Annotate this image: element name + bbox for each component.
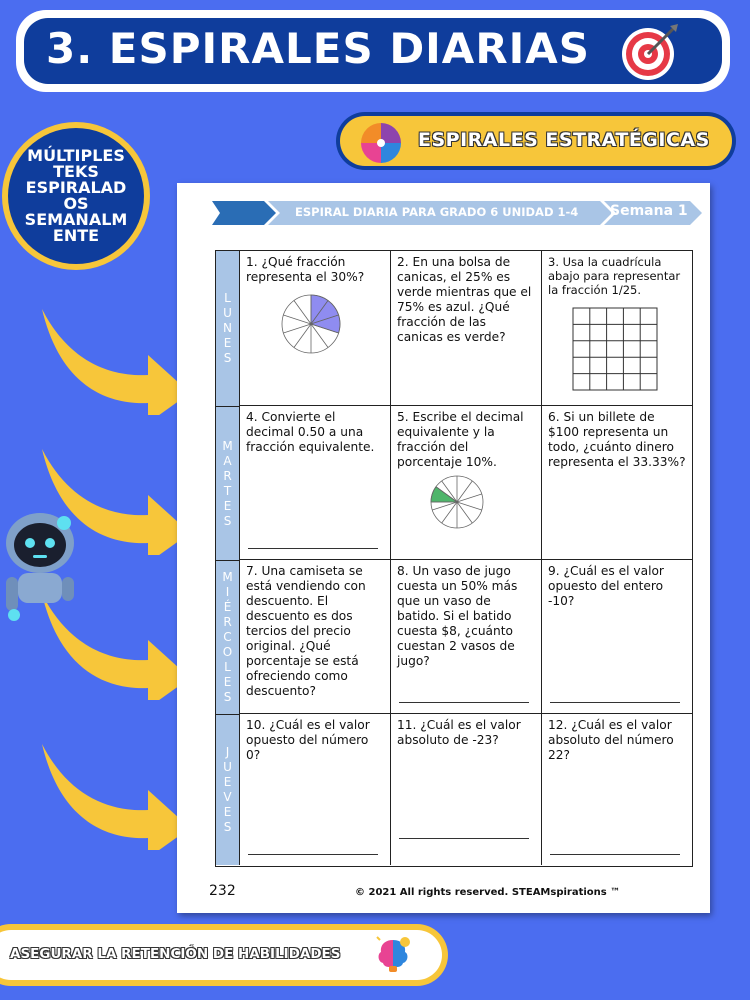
day-letter: S xyxy=(223,351,232,365)
day-letter: J xyxy=(225,745,230,759)
question-text: 7. Una camiseta se está vendiendo con descuento. El descuento es dos tercios del precio original. ¿Qué porcentaje se está ofreciendo como descuento? xyxy=(246,564,366,698)
day-letter: R xyxy=(223,468,232,483)
question-text: 4. Convierte el decimal 0.50 a una fracción equivalente. xyxy=(246,410,375,454)
footer-pill-inner xyxy=(0,930,442,980)
day-letter: A xyxy=(223,453,232,468)
worksheet-page xyxy=(177,183,710,913)
day-letter: O xyxy=(222,645,233,659)
strategy-icon xyxy=(360,122,402,164)
badge-line: MÚLTIPLES xyxy=(27,146,125,165)
question-text: 10. ¿Cuál es el valor opuesto del número 0? xyxy=(246,718,370,762)
day-letter: É xyxy=(223,600,232,614)
badge-line: OS xyxy=(63,194,89,213)
strategy-label: ESPIRALES ESTRATÉGICAS xyxy=(418,129,710,151)
question-text: 12. ¿Cuál es el valor absoluto del número 22? xyxy=(548,718,674,762)
question-text: 11. ¿Cuál es el valor absoluto de -23? xyxy=(397,718,521,747)
brain-icon xyxy=(372,934,414,976)
question-cell-9 xyxy=(542,560,692,714)
question-text: 2. En una bolsa de canicas, el 25% es verde mientras que el 75% es azul. ¿Qué fracción de las canicas es verde? xyxy=(397,255,532,344)
arrow-icon xyxy=(38,305,198,415)
day-letter: U xyxy=(223,760,232,774)
day-letter: E xyxy=(223,336,232,350)
question-cell-4 xyxy=(240,406,391,560)
grid-5x5-icon xyxy=(572,307,658,391)
day-column-jueves xyxy=(216,714,240,865)
day-letter: L xyxy=(224,291,231,305)
day-letter: E xyxy=(223,498,232,513)
question-cell-3 xyxy=(542,251,692,406)
question-text: 5. Escribe el decimal equivalente y la fracción del porcentaje 10%. xyxy=(397,410,524,469)
footer-label: ASEGURAR LA RETENCIÓN DE HABILIDADES xyxy=(10,946,341,962)
title-banner xyxy=(16,10,730,92)
strategy-pill-inner xyxy=(340,116,732,166)
day-letter: C xyxy=(223,630,232,644)
day-letter: E xyxy=(223,775,232,789)
pie-fraction-icon xyxy=(280,293,342,355)
question-cell-6 xyxy=(542,406,692,560)
question-cell-1 xyxy=(240,251,391,406)
question-cell-8 xyxy=(391,560,542,714)
question-text: 1. ¿Qué fracción representa el 30%? xyxy=(246,255,365,284)
day-column-miercoles xyxy=(216,560,240,714)
day-letter: R xyxy=(223,615,232,629)
day-letter: T xyxy=(223,483,232,498)
pie-fraction-icon xyxy=(429,474,485,530)
teks-badge xyxy=(2,122,150,270)
answer-line[interactable] xyxy=(550,702,680,703)
day-column-martes xyxy=(216,406,240,560)
day-letter: E xyxy=(223,675,232,689)
arrow-icon xyxy=(38,740,198,850)
question-text: 6. Si un billete de $100 representa un todo, ¿cuánto dinero representa el 33.33%? xyxy=(548,410,686,469)
answer-line[interactable] xyxy=(248,548,378,549)
copyright-text: © 2021 All rights reserved. STEAMspirations ™ xyxy=(355,887,621,898)
badge-line: SEMANALM xyxy=(24,210,128,229)
page-number: 232 xyxy=(209,883,236,899)
day-letter: I xyxy=(225,585,230,599)
day-letter: M xyxy=(222,438,233,453)
day-letter: V xyxy=(223,790,232,804)
day-letter: N xyxy=(223,321,232,335)
day-column-lunes xyxy=(216,251,240,406)
target-icon xyxy=(620,22,680,82)
day-letter: L xyxy=(224,660,231,674)
robot-icon xyxy=(0,505,80,625)
question-cell-2 xyxy=(391,251,542,406)
day-letter: U xyxy=(223,306,232,320)
strategy-pill xyxy=(336,112,736,170)
question-text: 3. Usa la cuadrícula abajo para representar la fracción 1/25. xyxy=(548,255,681,297)
page-title: 3. ESPIRALES DIARIAS xyxy=(46,24,591,73)
day-letter: S xyxy=(223,513,232,528)
badge-line: ESPIRALAD xyxy=(25,178,127,197)
worksheet-header-title: ESPIRAL DIARIA PARA GRADO 6 UNIDAD 1-4 xyxy=(295,205,579,219)
day-letter: M xyxy=(222,570,233,584)
question-cell-11 xyxy=(391,714,542,865)
answer-line[interactable] xyxy=(399,838,529,839)
day-letter: E xyxy=(223,805,232,819)
question-cell-12 xyxy=(542,714,692,865)
answer-line[interactable] xyxy=(248,854,378,855)
teks-badge-inner xyxy=(8,128,144,264)
question-grid xyxy=(215,250,693,867)
footer-pill xyxy=(0,924,448,986)
title-banner-inner xyxy=(24,18,722,84)
badge-line: ENTE xyxy=(52,226,100,245)
answer-line[interactable] xyxy=(399,702,529,703)
day-letter: S xyxy=(223,690,232,704)
question-text: 9. ¿Cuál es el valor opuesto del entero -10? xyxy=(548,564,664,608)
question-text: 8. Un vaso de jugo cuesta un 50% más que un vaso de batido. Si el batido cuesta $8, ¿cuánto cuestan 2 vasos de jugo? xyxy=(397,564,518,668)
question-cell-10 xyxy=(240,714,391,865)
question-cell-7 xyxy=(240,560,391,714)
day-letter: S xyxy=(223,820,232,834)
answer-line[interactable] xyxy=(550,854,680,855)
question-cell-5 xyxy=(391,406,542,560)
badge-line: TEKS xyxy=(53,162,99,181)
worksheet-week-label: Semana 1 xyxy=(610,203,688,219)
